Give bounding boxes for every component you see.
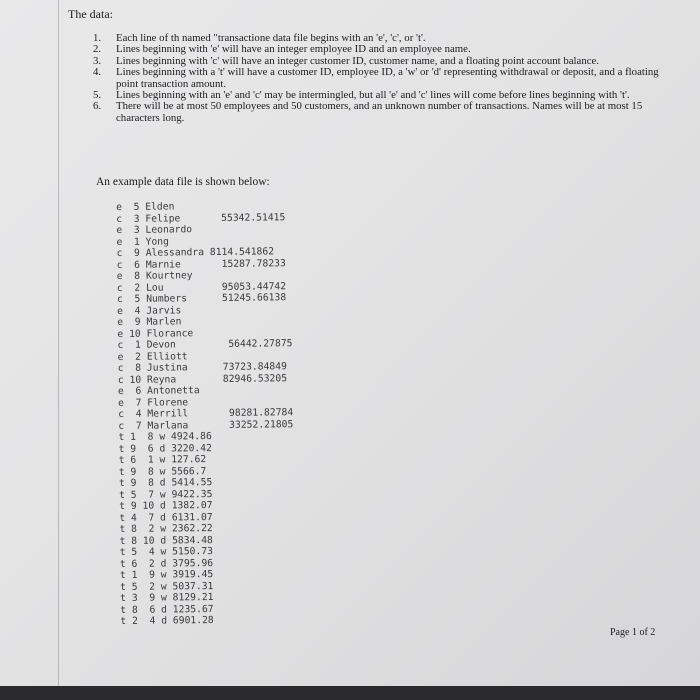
data-line: e 4 Jarvis bbox=[117, 304, 182, 317]
page-number: Page 1 of 2 bbox=[610, 627, 656, 638]
rule-item bbox=[93, 67, 683, 90]
data-line: e 9 Marlen bbox=[117, 316, 182, 328]
data-line: t 4 7 d 6131.07 bbox=[119, 511, 213, 524]
data-line: e 8 Kourtney bbox=[116, 270, 193, 282]
data-line: c 3 Felipe 55342.51415 bbox=[116, 211, 286, 225]
rule-number: 3. bbox=[93, 54, 102, 67]
rule-text: Lines beginning with an 'e' and 'c' may be intermingled, but all 'e' and 'c' lines will come before lines beginning with 't'. bbox=[116, 89, 630, 102]
data-line: t 5 2 w 5037.31 bbox=[119, 580, 214, 593]
data-line: t 8 6 d 1235.67 bbox=[120, 603, 214, 616]
rule-number: 2. bbox=[93, 43, 102, 56]
rule-text: There will be at most 50 employees and 50 customers, and an unknown number of transactions. Names will be at most 15 characters long. bbox=[116, 100, 643, 124]
data-line: t 1 9 w 3919.45 bbox=[119, 569, 214, 581]
data-line: c 6 Marnie 15287.78233 bbox=[116, 257, 286, 271]
data-file-listing bbox=[116, 200, 295, 627]
data-line: c 8 Justina 73723.84849 bbox=[117, 361, 287, 374]
data-line: t 8 10 d 5834.48 bbox=[119, 534, 213, 547]
data-line: t 8 2 w 2362.22 bbox=[119, 523, 213, 535]
data-line: t 2 4 d 6901.28 bbox=[120, 615, 214, 627]
data-line: e 10 Florance bbox=[117, 327, 194, 340]
rule-text: Lines beginning with 'c' will have an integer customer ID, customer name, and a floating point account balance. bbox=[116, 54, 599, 67]
data-line: t 3 9 w 8129.21 bbox=[120, 592, 214, 604]
rule-text: Each line of th named "transactione data file begins with an 'e', 'c', or 't'. bbox=[116, 32, 426, 44]
data-line: e 6 Antonetta bbox=[117, 385, 200, 397]
data-line: c 4 Merrill 98281.82784 bbox=[118, 407, 294, 420]
data-line: t 9 8 w 5566.7 bbox=[118, 465, 207, 478]
data-line: t 5 4 w 5150.73 bbox=[119, 546, 214, 558]
data-line: t 1 8 w 4924.86 bbox=[118, 431, 212, 443]
data-line: e 2 Elliott bbox=[117, 350, 188, 363]
data-line: c 5 Numbers 51245.66138 bbox=[116, 292, 287, 305]
rule-number: 5. bbox=[93, 89, 102, 102]
data-line: t 6 1 w 127.62 bbox=[118, 454, 207, 466]
data-line: t 5 7 w 9422.35 bbox=[119, 488, 213, 501]
data-line: e 5 Elden bbox=[116, 201, 175, 213]
data-line: t 9 10 d 1382.07 bbox=[119, 500, 213, 512]
rule-item bbox=[93, 101, 683, 124]
section-heading: The data: bbox=[68, 7, 113, 21]
data-line: t 9 6 d 3220.42 bbox=[118, 442, 212, 455]
rule-number: 4. bbox=[93, 66, 102, 79]
data-line: e 7 Florene bbox=[118, 396, 189, 409]
rule-text: Lines beginning with 'e' will have an integer employee ID and an employee name. bbox=[116, 43, 471, 56]
rule-text: Lines beginning with a 't' will have a customer ID, employee ID, a 'w' or 'd' representing withdrawal or deposit, and a floating point transaction amount. bbox=[116, 66, 659, 90]
example-intro: An example data file is shown below: bbox=[96, 176, 270, 188]
data-line: t 9 8 d 5414.55 bbox=[118, 477, 213, 489]
data-line: c 7 Marlana 33252.21805 bbox=[118, 418, 294, 432]
data-line: c 9 Alessandra 8114.541862 bbox=[116, 246, 275, 259]
data-line: c 2 Lou 95053.44742 bbox=[116, 280, 287, 294]
data-line: c 10 Reyna 82946.53205 bbox=[117, 372, 288, 386]
rules-list bbox=[93, 33, 683, 124]
rule-number: 1. bbox=[93, 32, 102, 44]
data-line: e 1 Yong bbox=[116, 235, 169, 248]
data-line: t 6 2 d 3795.96 bbox=[119, 557, 214, 570]
data-line: c 1 Devon 56442.27875 bbox=[117, 338, 293, 351]
rule-number: 6. bbox=[93, 100, 102, 113]
data-line: e 3 Leonardo bbox=[116, 224, 193, 236]
